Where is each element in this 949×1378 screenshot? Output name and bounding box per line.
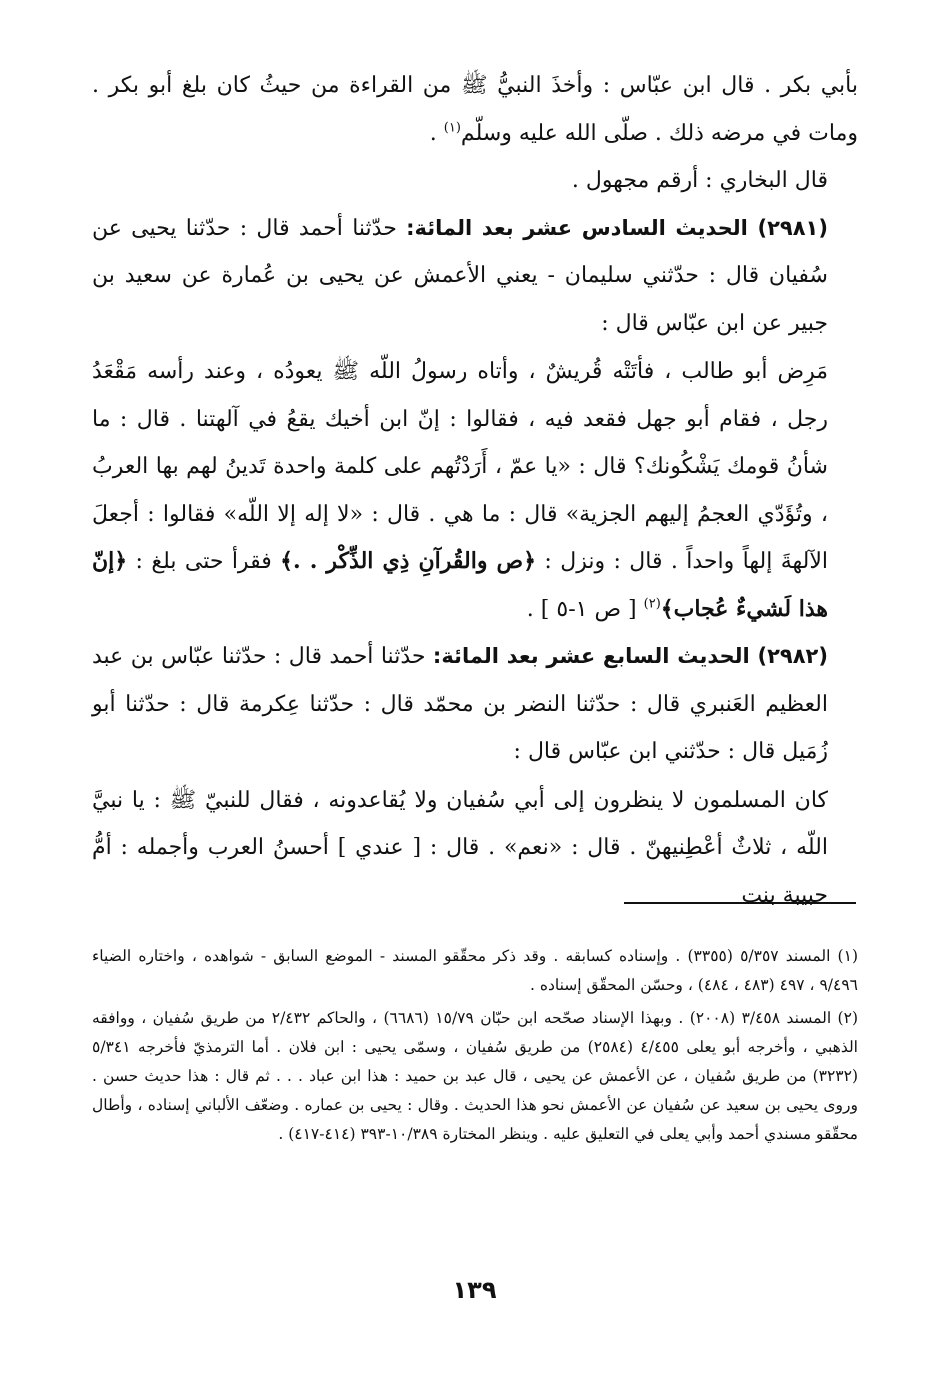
bukhari-note [92, 157, 858, 205]
hadith-2982-title: (٢٩٨٢) الحديث السابع عشر بعد المائة: [432, 644, 828, 668]
page-number: ١٣٩ [452, 1276, 497, 1304]
hadith-2981-body: مَرِض أبو طالب ، فأتَتْه قُريشٌ ، وأتاه رسولُ اللّه ﷺ يعودُه ، وعند رأسه مَقْعَدُ رجل ، فقام أبو جهل فقعد فيه ، فقالوا : إنّ ابن أخيك يقعُ في آلهتنا . قال : ما شأنُ قومك يَشْكُونك؟ قال : «يا عمّ ، أَرَدْتُهم على كلمة واحدة تَدينُ لهم بها العربُ ، وتُؤَدّي العجمُ إليهم الجزية» قال : ما هي . قال : «لا إله إلا اللّه» فقالوا : أجعلَ الآلهةَ إلهاً واحداً . قال : ونزل : [92, 359, 828, 574]
hadith-2981-mid: فقرأ حتى بلغ : [127, 549, 281, 574]
main-text [92, 62, 858, 919]
footnote-divider [624, 902, 856, 904]
hadith-2982-text [92, 777, 858, 920]
footnote-ref-1[interactable]: (١) [443, 120, 461, 136]
footnote-ref-2[interactable]: (٢) [643, 596, 661, 612]
hadith-2982-header [92, 633, 858, 776]
quran-quote-2: ﴿إنّ هذا لَشيءٌ عُجاب﴾ [92, 548, 828, 622]
hadith-2981-text [92, 348, 858, 633]
footnotes [92, 942, 858, 1153]
paragraph-continuation [92, 62, 858, 157]
bukhari-note-text: قال البخاري : أرقم مجهول . [571, 168, 828, 193]
hadith-2981-header [92, 205, 858, 348]
paragraph-text: بأبي بكر . قال ابن عبّاس : وأخذَ النبيُّ ﷺ من القراءة من حيثُ كان بلغ أبو بكر . ومات في مرضه ذلك . صلّى الله عليه وسلّم [92, 73, 858, 146]
footnote-1: (١) المسند ٥/٣٥٧ (٣٣٥٥) . وإسناده كسابقه . وقد ذكر محقّقو المسند - الموضع السابق - شواهده ، واختاره الضياء ٩/٤٩٦ ، ٤٩٧ (٤٨٣ ، ٤٨٤) ، وحسّن المحقّق إسناده . [92, 947, 858, 994]
paragraph-end: . [429, 120, 444, 146]
hadith-2982-chain: حدّثنا أحمد قال : حدّثنا عبّاس بن عبد العظيم العَنبري قال : حدّثنا النضر بن محمّد قال : حدّثنا عِكرمة قال : حدّثنا أبو زُمَيل قال : حدّثني ابن عبّاس قال : [92, 644, 828, 764]
hadith-2981-title: (٢٩٨١) الحديث السادس عشر بعد المائة: [406, 215, 828, 240]
quran-quote-1: ﴿ص والقُرآنِ ذِي الذِّكْر . .﴾ [280, 548, 537, 574]
quran-reference: [ ص ١-٥ ] . [526, 596, 644, 622]
footnote-2: (٢) المسند ٣/٤٥٨ (٢٠٠٨) . وبهذا الإسناد صحّحه ابن حبّان ١٥/٧٩ (٦٦٨٦) ، والحاكم ٢/٤٣٢ من طريق سُفيان ، ووافقه الذهبي ، وأخرجه أبو يعلى ٤/٤٥٥ (٢٥٨٤) من طريق سُفيان ، وسمّى يحيى : ابن فلان . أما الترمذيّ فأخرجه ٥/٣٤١ (٣٢٣٢) من طريق سُفيان ، عن الأعمش عن يحيى ، قال عبد بن حميد : هذا ابن عباد . . . ثم قال : هذا حديث حسن . وروى يحيى بن سعيد عن سُفيان عن الأعمش نحو هذا الحديث . وقال : يحيى بن عماره . وضعّف الألباني إسناده ، وأطال محقّقو مسندي أحمد وأبي يعلى في التعليق عليه . وينظر المختارة ١٠/٣٨٩-٣٩٣ (٤١٤-٤١٧) . [92, 1009, 858, 1143]
hadith-2982-body: كان المسلمون لا ينظرون إلى أبي سُفيان ولا يُقاعدونه ، فقال للنبيّ ﷺ : يا نبيَّ اللّه ، ثلاثٌ أعْطِنيهنّ . قال : «نعم» . قال : [ عندي ] أحسنُ العرب وأجمله : أمُّ حبيبة بنت [92, 787, 828, 908]
hadith-2981-chain: حدّثنا أحمد قال : حدّثنا يحيى عن سُفيان قال : حدّثني سليمان - يعني الأعمش عن يحيى بن عُمارة عن سعيد بن جبير عن ابن عبّاس قال : [92, 215, 828, 336]
